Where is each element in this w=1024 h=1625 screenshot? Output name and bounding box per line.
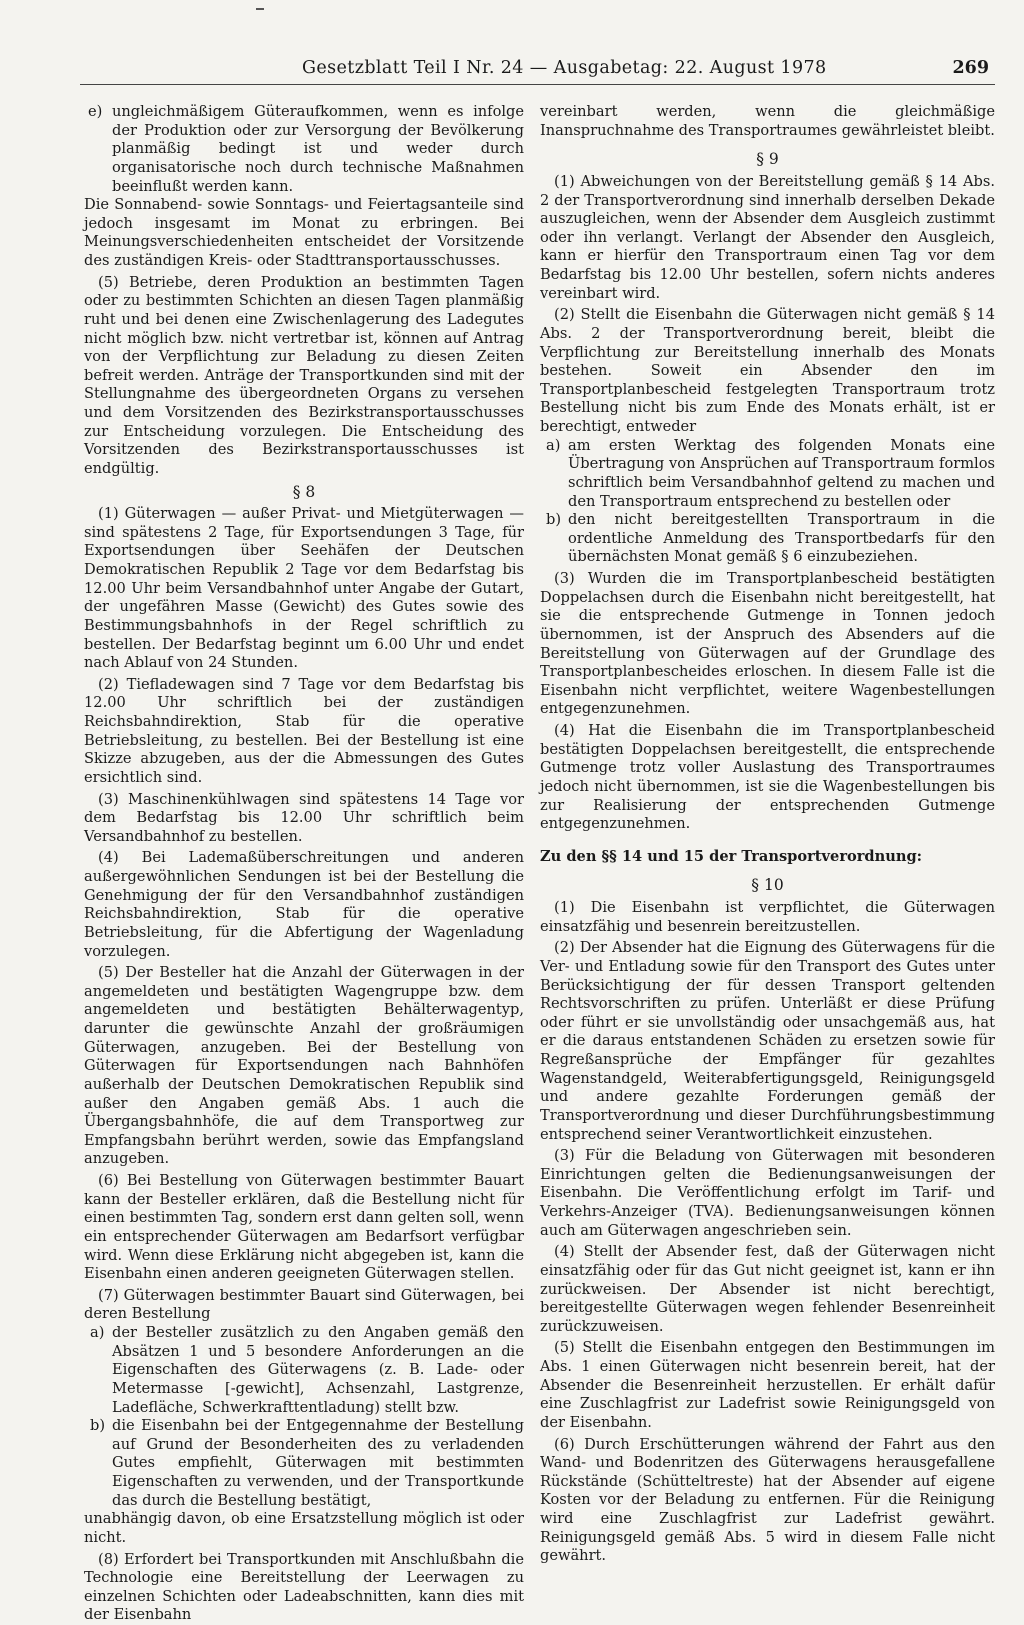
- section-group-heading: Zu den §§ 14 und 15 der Transportverordnung:: [540, 848, 995, 867]
- paragraph: (5) Der Besteller hat die Anzahl der Güterwagen in der angemeldeten und bestätigten Wagengruppe bzw. dem angemeldeten und bestätigten Behälterwagentyp, darunter die gewünschte Anzahl der großräumigen Güterwagen, anzugeben. Bei der Bestellung von Güterwagen für Exportsendungen nach Bahnhöfen außerhalb der Deutschen Demokratischen Republik sind außer den Angaben gemäß Abs. 1 auch die Übergangsbahnhöfe, die auf dem Transportweg zur Empfangsbahn berührt werden, sowie das Empfangsland anzugeben.: [84, 964, 524, 1169]
- paragraph: (3) Für die Beladung von Güterwagen mit besonderen Einrichtungen gelten die Bedienungsanweisungen der Eisenbahn. Die Veröffentlichung erfolgt im Tarif- und Verkehrs-Anzeiger (TVA). Bedienungsanweisungen können auch am Güterwagen angeschrieben sein.: [540, 1147, 995, 1240]
- item-label: a): [546, 437, 568, 512]
- item-text: die Eisenbahn bei der Entgegennahme der Bestellung auf Grund der Besonderheiten des zu verladenden Gutes empfiehlt, Güterwagen mit bestimmten Eigenschaften zu verwenden, und der Transportkunde das durch die Bestellung bestätigt,: [112, 1417, 524, 1510]
- scan-artifact: [256, 8, 264, 10]
- section-heading: § 8: [84, 483, 524, 502]
- item-text: den nicht bereitgestellten Transportraum in die ordentliche Anmeldung des Transportbedarfs für den übernächsten Monat gemäß § 6 einzubeziehen.: [568, 511, 995, 567]
- list-item-b: [84, 1417, 524, 1510]
- list-item-b: [540, 511, 995, 567]
- paragraph: unabhängig davon, ob eine Ersatzstellung möglich ist oder nicht.: [84, 1510, 524, 1547]
- list-item-a: [84, 1324, 524, 1417]
- item-label: b): [546, 511, 568, 567]
- paragraph: (3) Maschinenkühlwagen sind spätestens 14 Tage vor dem Bedarfstag bis 12.00 Uhr schriftlich beim Versandbahnhof zu bestellen.: [84, 791, 524, 847]
- section-heading: § 9: [540, 150, 995, 169]
- list-item-a: [540, 437, 995, 512]
- left-column: [84, 103, 524, 1625]
- page-header: [80, 58, 995, 88]
- paragraph: (4) Stellt der Absender fest, daß der Güterwagen nicht einsatzfähig oder für das Gut nicht geeignet ist, kann er ihn zurückweisen. Der Absender ist nicht berechtigt, bereitgestellte Güterwagen wegen fehlender Besenreinheit zurückzuweisen.: [540, 1243, 995, 1336]
- header-rule: [80, 84, 995, 85]
- paragraph: (6) Durch Erschütterungen während der Fahrt aus den Wand- und Bodenritzen des Güterwagens herausgefallene Rückstände (Schütteltreste) hat der Absender auf eigene Kosten vor der Beladung zu entfernen. Für die Reinigung wird eine Zuschlagfrist zur Ladefrist gewährt. Reinigungsgeld gemäß Abs. 5 wird in diesem Falle nicht gewährt.: [540, 1436, 995, 1566]
- paragraph: (8) Erfordert bei Transportkunden mit Anschlußbahn die Technologie eine Bereitstellung der Leerwagen zu einzelnen Schichten oder Ladeabschnitten, kann dies mit der Eisenbahn: [84, 1551, 524, 1625]
- item-text: am ersten Werktag des folgenden Monats eine Übertragung von Ansprüchen auf Transportraum formlos schriftlich beim Versandbahnhof geltend zu machen und den Transportraum entsprechend zu bestellen oder: [568, 437, 995, 512]
- paragraph: (1) Die Eisenbahn ist verpflichtet, die Güterwagen einsatzfähig und besenrein bereitzustellen.: [540, 899, 995, 936]
- paragraph: (5) Stellt die Eisenbahn entgegen den Bestimmungen im Abs. 1 einen Güterwagen nicht besenrein bereit, hat der Absender die Besenreinheit herzustellen. Er erhält dafür eine Zuschlagfrist zur Ladefrist sowie Reinigungsgeld von der Eisenbahn.: [540, 1339, 995, 1432]
- item-label: e): [88, 103, 112, 196]
- paragraph: (1) Abweichungen von der Bereitstellung gemäß § 14 Abs. 2 der Transportverordnung sind innerhalb derselben Dekade auszugleichen, wenn der Absender dem Ausgleich zustimmt oder ihn verlangt. Verlangt der Absender den Ausgleich, kann er hierfür den Transportraum einen Tag vor dem Bedarfstag bis 12.00 Uhr bestellen, sofern nichts anderes vereinbart wird.: [540, 173, 995, 303]
- paragraph: (6) Bei Bestellung von Güterwagen bestimmter Bauart kann der Besteller erklären, daß die Bestellung nicht für einen bestimmten Tag, sondern erst dann gelten soll, wenn ein entsprechender Güterwagen am Bedarfsort verfügbar wird. Wenn diese Erklärung nicht abgegeben ist, kann die Eisenbahn einen anderen geeigneten Güterwagen stellen.: [84, 1172, 524, 1284]
- paragraph: (3) Wurden die im Transportplanbescheid bestätigten Doppelachsen durch die Eisenbahn nicht bereitgestellt, hat sie die entsprechende Gutmenge in Tonnen jedoch übernommen, ist der Anspruch des Absenders auf die Bereitstellung von Güterwagen auf der Grundlage des Transportplanbescheides erloschen. In diesem Falle ist die Eisenbahn nicht verpflichtet, weitere Wagenbestellungen entgegenzunehmen.: [540, 570, 995, 719]
- right-column: [540, 103, 995, 1566]
- item-label: b): [90, 1417, 112, 1510]
- paragraph: vereinbart werden, wenn die gleichmäßige Inanspruchnahme des Transportraumes gewährleistet bleibt.: [540, 103, 995, 140]
- paragraph: (4) Hat die Eisenbahn die im Transportplanbescheid bestätigten Doppelachsen bereitgestellt, die entsprechende Gutmenge trotz voller Auslastung des Transportraumes jedoch nicht übernommen, ist sie die Wagenbestellungen bis zur Realisierung der entsprechenden Gutmenge entgegenzunehmen.: [540, 722, 995, 834]
- paragraph: (2) Der Absender hat die Eignung des Güterwagens für die Ver- und Entladung sowie für den Transport des Gutes unter Berücksichtigung der für dessen Transport geltenden Rechtsvorschriften zu prüfen. Unterläßt er diese Prüfung oder führt er sie unvollständig oder unsachgemäß aus, hat er die daraus entstandenen Schäden zu ersetzen sowie für Regreßansprüche der Empfänger für gezahltes Wagenstandgeld, Weiterabfertigungsgeld, Reinigungsgeld und andere gezahlte Forderungen gemäß der Transportverordnung und dieser Durchführungsbestimmung entsprechend seiner Verantwortlichkeit einzustehen.: [540, 939, 995, 1144]
- gazette-title: Gesetzblatt Teil I Nr. 24 — Ausgabetag: 22. August 1978: [302, 58, 827, 78]
- item-label: a): [90, 1324, 112, 1417]
- item-text: ungleichmäßigem Güteraufkommen, wenn es infolge der Produktion oder zur Versorgung der Bevölkerung planmäßig bedingt ist und weder durch organisatorische noch durch technische Maßnahmen beeinflußt werden kann.: [112, 103, 524, 196]
- section-heading: § 10: [540, 876, 995, 895]
- paragraph: (4) Bei Lademaßüberschreitungen und anderen außergewöhnlichen Sendungen ist bei der Bestellung die Genehmigung der für den Versandbahnhof zuständigen Reichsbahndirektion, Stab für die operative Betriebsleitung, für die Abfertigung der Wagenladung vorzulegen.: [84, 849, 524, 961]
- page-number: 269: [952, 58, 989, 78]
- paragraph: Die Sonnabend- sowie Sonntags- und Feiertagsanteile sind jedoch insgesamt im Monat zu erbringen. Bei Meinungsverschiedenheiten entscheidet der Vorsitzende des zuständigen Kreis- oder Stadttransportausschusses.: [84, 196, 524, 271]
- paragraph: (2) Stellt die Eisenbahn die Güterwagen nicht gemäß § 14 Abs. 2 der Transportverordnung bereit, bleibt die Verpflichtung zur Bereitstellung innerhalb des Monats bestehen. Soweit ein Absender den im Transportplanbescheid festgelegten Transportraum trotz Bestellung nicht bis zum Ende des Monats erhält, ist er berechtigt, entweder: [540, 306, 995, 436]
- paragraph: (1) Güterwagen — außer Privat- und Mietgüterwagen — sind spätestens 2 Tage, für Exportsendungen 3 Tage, für Exportsendungen über Seehäfen der Deutschen Demokratischen Republik 2 Tage vor dem Bedarfstag bis 12.00 Uhr beim Versandbahnhof unter Angabe der Gutart, der ungefähren Masse (Gewicht) des Gutes sowie des Bestimmungsbahnhofs in der Regel schriftlich zu bestellen. Der Bedarfstag beginnt um 6.00 Uhr und endet nach Ablauf von 24 Stunden.: [84, 505, 524, 673]
- paragraph: (5) Betriebe, deren Produktion an bestimmten Tagen oder zu bestimmten Schichten an diesen Tagen planmäßig ruht und bei denen eine Zwischenlagerung des Ladegutes nicht möglich bzw. nicht vertretbar ist, können auf Antrag von der Verpflichtung zur Beladung zu diesen Zeiten befreit werden. Anträge der Transportkunden sind mit der Stellungnahme des übergeordneten Organs zu versehen und dem Vorsitzenden des Bezirkstransportausschusses zur Entscheidung vorzulegen. Die Entscheidung des Vorsitzenden des Bezirkstransportausschusses ist endgültig.: [84, 274, 524, 479]
- paragraph: (7) Güterwagen bestimmter Bauart sind Güterwagen, bei deren Bestellung: [84, 1287, 524, 1324]
- list-item-e: [84, 103, 524, 196]
- paragraph: (2) Tiefladewagen sind 7 Tage vor dem Bedarfstag bis 12.00 Uhr schriftlich bei der zuständigen Reichsbahndirektion, Stab für die operative Betriebsleitung, zu bestellen. Bei der Bestellung ist eine Skizze abzugeben, aus der die Abmessungen des Gutes ersichtlich sind.: [84, 676, 524, 788]
- item-text: der Besteller zusätzlich zu den Angaben gemäß den Absätzen 1 und 5 besondere Anforderungen an die Eigenschaften des Güterwagens (z. B. Lade- oder Metermasse [-gewicht], Achsenzahl, Lastgrenze, Ladefläche, Schwerkrafttentladung) stellt bzw.: [112, 1324, 524, 1417]
